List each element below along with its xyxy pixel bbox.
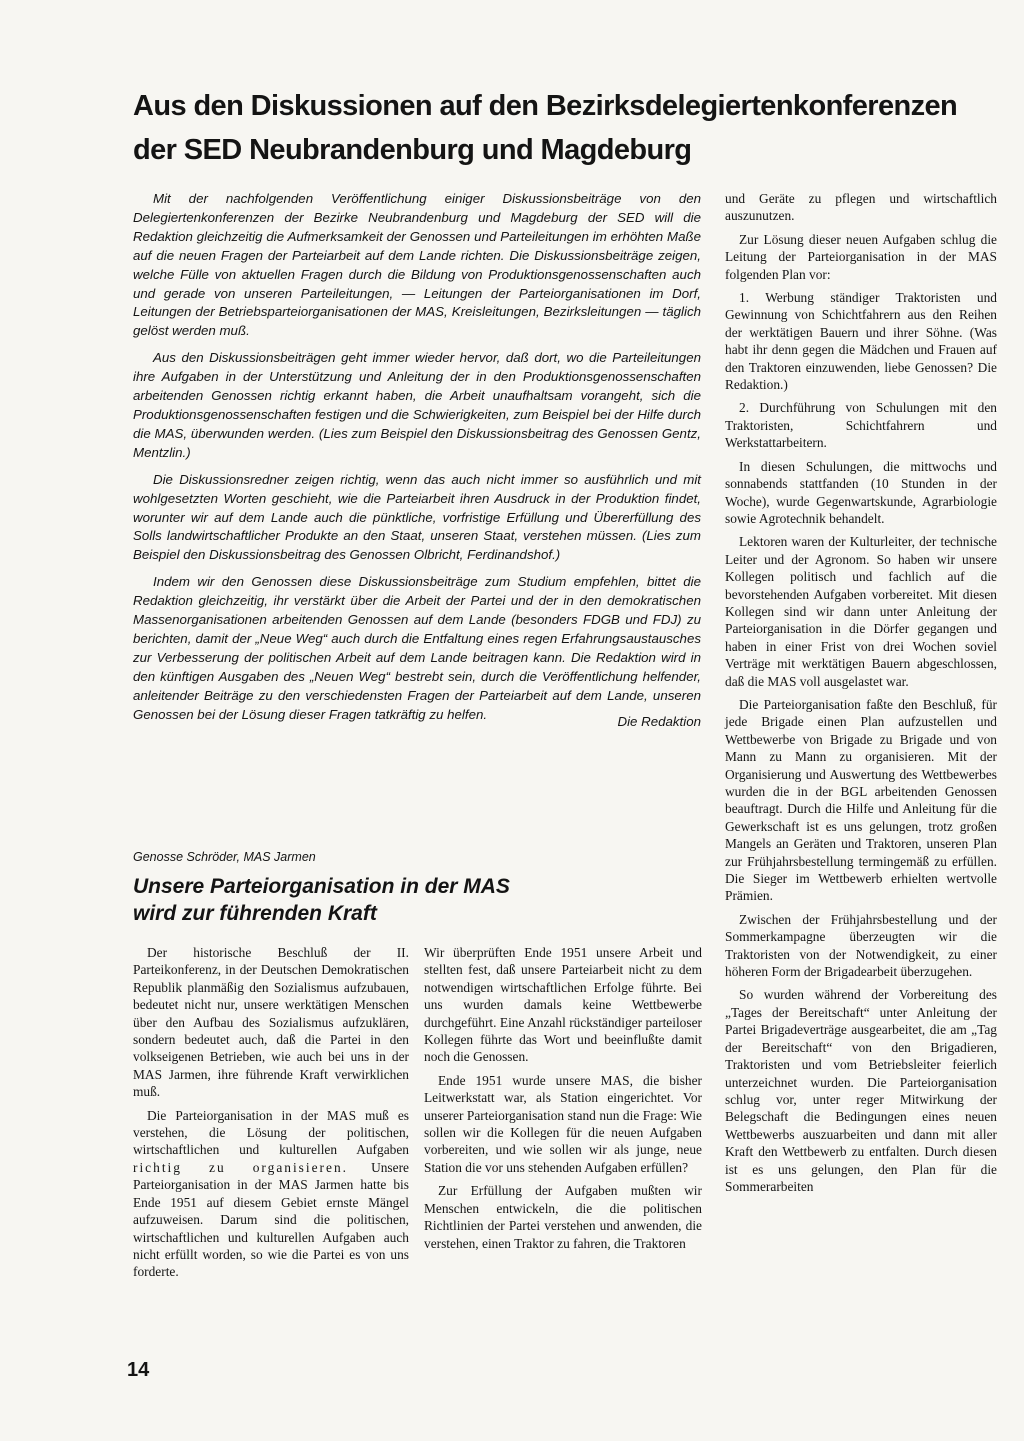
article-paragraph: Zwischen der Frühjahrsbestellung und der Sommerkampagne überzeugten wir die Traktoristen von der Notwendigkeit, zu einer höheren Form der Brigadearbeit überzugehen. xyxy=(725,911,997,980)
page-number: 14 xyxy=(127,1359,150,1381)
article-column-2 xyxy=(424,944,702,1258)
article-paragraph: Die Parteiorganisation faßte den Beschluß, für jede Brigade einen Plan aufzustellen und Wettbewerbe von Brigade zu Brigade und von Mann zu Mann zu organisieren. Mit der Organisierung und Auswertung des Wettbewerbes wurden die in der BGL arbeitenden Genossen beauftragt. Durch die Hilfe und Anleitung für die Gewerkschaft ist es uns gelungen, trotz großen Mangels an Geräten und Traktoren, unseren Plan zur Frühjahrsbestellung termingemäß zu erfüllen. Die Sieger im Wettbewerb erhielten wertvolle Prämien. xyxy=(725,696,997,904)
article-paragraph: Zur Erfüllung der Aufgaben mußten wir Menschen entwickeln, die die politischen Richtlinien der Partei verstehen und anwenden, die verstehen, einen Traktor zu fahren, die Traktoren xyxy=(424,1183,702,1251)
article-paragraph: Der historische Beschluß der II. Parteikonferenz, in der Deutschen Demokratischen Republik planmäßig den Sozialismus aufzubauen, bedeutet nicht nur, unsere werktätigen Menschen über den Aufbau des Sozialismus aufzuklären, sondern bedeutet auch, daß die Partei in den volkseigenen Betrieben, wie auch bei uns in der MAS Jarmen, ihre führende Kraft verwirklichen muß. xyxy=(133,945,409,1100)
article-paragraph: Zur Lösung dieser neuen Aufgaben schlug die Leitung der Parteiorganisation in der MAS folgenden Plan vor: xyxy=(725,231,997,282)
intro-paragraph: Aus den Diskussionsbeiträgen geht immer wieder hervor, daß dort, wo die Parteileitungen ihre Aufgaben in der Unterstützung und Anleitung der in den Produktionsgenossenschaften arbeitenden Genossen richtig erkannt haben, die Arbeit unaufhaltsam vorangeht, sich die Produktionsgenossenschaften festigen und die Schwierigkeiten, zum Beispiel bei der Hilfe durch die MAS, überwunden werden. (Lies zum Beispiel den Diskussionsbeitrag des Genossen Gentz, Mentzlin.) xyxy=(133,350,701,460)
intro-paragraph: Indem wir den Genossen diese Diskussionsbeiträge zum Studium empfehlen, bittet die Redaktion gleichzeitig, ihr verstärkt über die Arbeit der Partei und der in den demokratischen Massenorganisationen arbeitenden Genossen auf dem Lande (besonders FDGB und FDJ) zu berichten, damit der „Neue Weg“ auch durch die Entfaltung eines regen Erfahrungsaustausches zur Verbesserung der politischen Arbeit auf dem Lande beitragen kann. Die Redaktion wird in den künftigen Ausgaben des „Neuen Weg“ bestrebt sein, durch die Veröffentlichung helfender, anleitender Beiträge zu den verschiedensten Fragen der Parteiarbeit auf dem Lande, unseren Genossen bei der Lösung dieser Fragen tatkräftig zu helfen. xyxy=(133,574,701,722)
article-paragraph: In diesen Schulungen, die mittwochs und sonnabends stattfanden (10 Stunden in der Woche), wurde Gegenwartskunde, Agrarbiologie sowie Agrotechnik behandelt. xyxy=(725,458,997,526)
article-title-line-2: wird zur führenden Kraft xyxy=(133,902,377,925)
article-paragraph xyxy=(133,1107,409,1281)
article-byline: Genosse Schröder, MAS Jarmen xyxy=(133,850,316,864)
article-paragraph: 1. Werbung ständiger Traktoristen und Gewinnung von Schichtfahrern aus den Reihen der werktätigen Bauern und ihrer Söhne. (Was habt ihr denn gegen die Mädchen und Frauen auf den Traktoren einzuwenden, liebe Genossen? Die Redaktion.) xyxy=(725,290,997,393)
article-title-line-1: Unsere Parteiorganisation in der MAS xyxy=(133,875,510,898)
paragraph-text: . Unsere Parteiorganisation in der MAS Jarmen hatte bis Ende 1951 auf diesem Gebiet ernste Mängel aufzuweisen. Darum sind die politischen, wirtschaftlichen und kulturellen Aufgaben auch nicht erfüllt worden, so wie die Partei es von uns forderte. xyxy=(133,1159,409,1280)
headline-line-2: der SED Neubrandenburg und Magdeburg xyxy=(133,134,692,166)
article-paragraph: 2. Durchführung von Schulungen mit den Traktoristen, Schichtfahrern und Werkstattarbeitern. xyxy=(725,400,997,451)
emphasized-text: richtig zu organisieren xyxy=(133,1159,343,1175)
article-paragraph: Lektoren waren der Kulturleiter, der technische Leiter und der Agronom. So haben wir unsere Kollegen politisch und fachlich auf die bevorstehenden Aufgaben vorbereitet. Mit diesen Kollegen sind wir dann unter Anleitung der Parteiorganisation in die Dörfer gegangen und haben in einer Frist von drei Wochen soviel Verträge mit werktätigen Bauern abgeschlossen, daß die MAS voll ausgelastet war. xyxy=(725,534,997,689)
editorial-intro xyxy=(133,190,701,740)
article-column-3 xyxy=(725,190,997,1201)
intro-paragraph: Mit der nachfolgenden Veröffentlichung einiger Diskussionsbeiträge von den Delegiertenkonferenzen der Bezirke Neubrandenburg und Magdeburg der SED will die Redaktion gleichzeitig die Aufmerksamkeit der Genossen und Parteileitungen im erhöhten Maße auf die neuen Fragen der Parteiarbeit auf dem Lande richten. Die Diskussionsbeiträge zeigen, welche Fülle von aktuellen Fragen durch die Bildung von Produktionsgenossenschaften auch und gerade von unseren Parteileitungen, — Leitungen der Parteiorganisationen im Dorf, Leitungen der Betriebsparteiorganisationen der MAS, Kreisleitungen, Bezirksleitungen — täglich gelöst werden muß. xyxy=(133,191,701,339)
article-paragraph: Wir überprüften Ende 1951 unsere Arbeit und stellten fest, daß unsere Parteiarbeit nicht zu dem notwendigen wirtschaftlichen Erfolge führte. Bei uns wurden damals keine Wettbewerbe durchgeführt. Eine Anzahl rückständiger parteiloser Kollegen führte das Wort und beeinflußte damit noch die Genossen. xyxy=(424,945,702,1065)
article-paragraph: So wurden während der Vorbereitung des „Tages der Bereitschaft“ unter Anleitung der Partei Brigadeverträge ausgearbeitet, die am „Tag der Bereitschaft“ von den Brigadieren, Traktoristen und vom Betriebsleiter feierlich unterzeichnet wurden. Die Parteiorganisation schlug vor, unter reger Mitwirkung der Belegschaft die Bedingungen eines neuen Wettbewerbs auszuarbeiten und dann mit aller Kraft den Wettbewerb zu entfalten. Durch diesen ist es uns gelungen, den Plan für die Sommerarbeiten xyxy=(725,987,997,1194)
article-column-1 xyxy=(133,944,409,1287)
intro-signature: Die Redaktion xyxy=(617,714,701,730)
intro-paragraph: Die Diskussionsredner zeigen richtig, wenn das auch nicht immer so ausführlich und mit wohlgesetzten Worten geschieht, wie die Parteiarbeit ihren Ausdruck in der Produktion findet, worunter wir auf dem Lande auch die pünktliche, vorfristige Erfüllung und Übererfüllung des Solls landwirtschaftlicher Produkte an den Staat, unseren Staat, verstehen müssen. (Lies zum Beispiel den Diskussionsbeitrag des Genossen Olbricht, Ferdinandshof.) xyxy=(133,471,701,563)
paragraph-text: Die Parteiorganisation in der MAS muß es verstehen, die Lösung der politischen, wirtschaftlichen und kulturellen Aufgaben xyxy=(133,1107,409,1158)
article-title xyxy=(133,873,603,927)
article-paragraph: Ende 1951 wurde unsere MAS, die bisher Leitwerkstatt war, als Station eingerichtet. Vor unserer Parteiorganisation stand nun die Frage: Wie sollen wir die Kollegen für die neuen Aufgaben vorbereiten, und wie sollen wir als junge, neue Station die vor uns stehenden Aufgaben erfüllen? xyxy=(424,1072,702,1175)
article-paragraph: und Geräte zu pflegen und wirtschaftlich auszunutzen. xyxy=(725,191,997,224)
headline xyxy=(133,84,1013,172)
headline-line-1: Aus den Diskussionen auf den Bezirksdelegiertenkonferenzen xyxy=(133,90,958,122)
